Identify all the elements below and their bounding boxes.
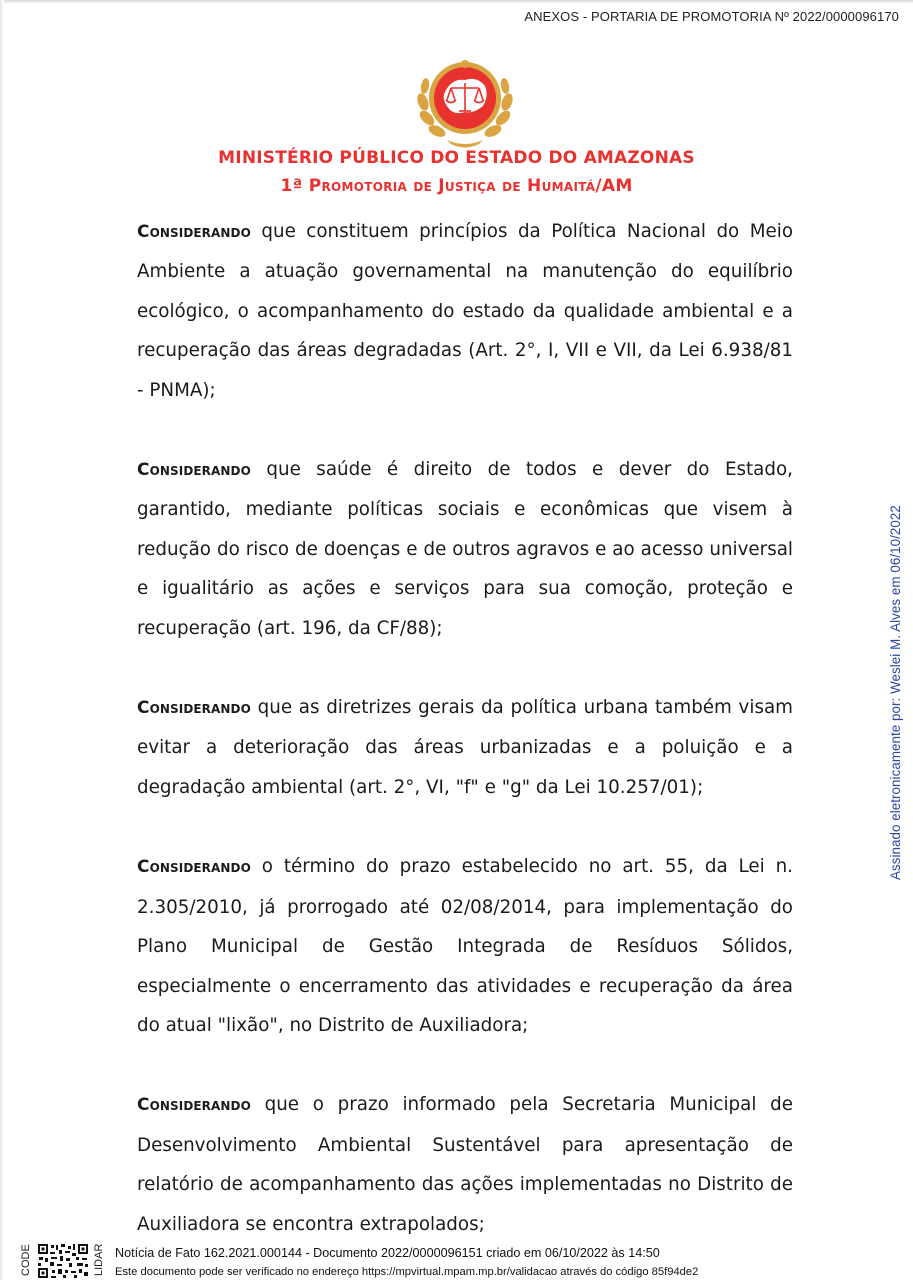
paragraph-lead: Considerando [137,222,251,242]
document-reference: ANEXOS - PORTARIA DE PROMOTORIA Nº 2022/0000096170 [524,9,899,24]
paragraph-lead: Considerando [137,1095,251,1116]
paragraph-text: o término do prazo estabelecido no art. 55, da Lei n. 2.305/2010, já prorrogado até 02/08/2014, para implementação do Plano Municipal de Gestão Integrada de Resíduos Sólidos, especialmente o encerramento das atividades e recuperação da área do atual "lixão", no Distrito de Auxiliadora; [137,856,793,1036]
paragraph-lead: Considerando [137,698,251,719]
document-info-line: Notícia de Fato 162.2021.000144 - Documento 2022/0000096151 criado em 06/10/2022 às 14:50 [115,1246,660,1260]
qr-code-icon[interactable] [36,1242,90,1280]
page-top-edge [0,0,913,4]
paragraph-5 [137,1085,793,1244]
validation-label: LIDAR [93,1243,105,1276]
paragraph-text: que constituem princípios da Política Nacional do Meio Ambiente a atuação governamental na manutenção do equilíbrio ecológico, o acompanhamento do estado da qualidade ambiental e a recuperação das áreas degradadas (Art. 2°, I, VII e VII, da Lei 6.938/81 - PNMA); [137,221,793,401]
scales-of-justice-seal-icon [413,56,517,148]
paragraph-text: que saúde é direito de todos e dever do Estado, garantido, mediante políticas sociais e econômicas que visem à redução do risco de doenças e de outros agravos e ao acesso universal e igualitário as ações e serviços para sua comoção, proteção e recuperação (art. 196, da CF/88); [137,459,793,639]
paragraph-lead: Considerando [137,857,251,878]
office-name: 1ª Promotoria de Justiça de Humaitá/AM [280,176,633,196]
electronic-signature-note: Assinado eletronicamente por: Weslei M. Alves em 06/10/2022 [888,505,903,880]
paragraph-text: que o prazo informado pela Secretaria Municipal de Desenvolvimento Ambiental Sustentável para apresentação de relatório de acompanhamento das ações implementadas no Distrito de Auxiliadora se encontra extrapolados; [137,1094,793,1235]
paragraph-text: que as diretrizes gerais da política urbana também visam evitar a deterioração das áreas urbanizadas e a poluição e a degradação ambiental (art. 2°, VI, "f" e "g" da Lei 10.257/01); [137,697,793,798]
paragraph-3 [137,688,793,807]
paragraph-2 [137,450,793,648]
paragraph-lead: Considerando [137,460,251,481]
organization-name: MINISTÉRIO PÚBLICO DO ESTADO DO AMAZONAS [218,148,695,168]
document-body [137,212,793,1284]
paragraph-4 [137,847,793,1045]
qr-code-label: CODE [20,1244,32,1276]
verification-info-line: Este documento pode ser verificado no endereço https://mpvirtual.mpam.mp.br/validacao através do código 85f94de2 [115,1266,699,1278]
paragraph-1 [137,212,793,410]
